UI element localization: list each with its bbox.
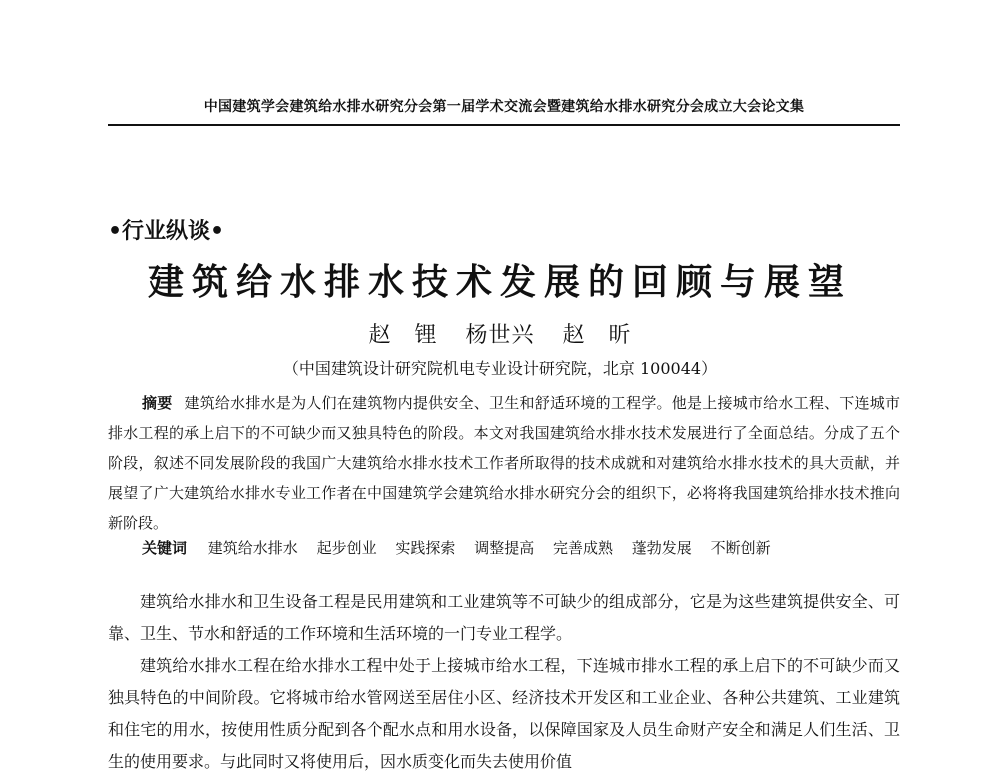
author-name: 杨世兴 [465,323,535,348]
author-name: 赵 锂 [368,323,438,348]
abstract-text: 建筑给水排水是为人们在建筑物内提供安全、卫生和舒适环境的工程学。他是上接城市给水工程、下连城市排水工程的承上启下的不可缺少而又独具特色的阶段。本文对我国建筑给水排水技术发展进行了全面总结。分成了五个阶段，叙述不同发展阶段的我国广大建筑给水排水技术工作者所取得的技术成就和对建筑给水排水技术的具大贡献，并展望了广大建筑给水排水专业工作者在中国建筑学会建筑给水排水研究分会的组织下，必将将我国建筑给排水技术推向新阶段。 [108,394,900,532]
keyword: 不断创新 [710,539,771,557]
keyword: 实践探索 [395,539,456,557]
abstract-label: 摘要 [142,394,173,412]
keyword: 调整提高 [474,539,535,557]
abstract [108,388,900,538]
author-list [0,318,1000,349]
paper-title: 建筑给水排水技术发展的回顾与展望 [147,261,852,303]
affiliation: （中国建筑设计研究院机电专业设计研究院，北京 100044） [282,359,718,378]
body-text [108,586,900,778]
author-name: 赵 昕 [562,323,632,348]
keyword: 蓬勃发展 [631,539,692,557]
column-tag: •行业纵谈• [108,219,225,244]
keyword: 建筑给水排水 [207,539,298,557]
keywords [142,537,902,558]
keywords-label: 关键词 [142,539,188,557]
body-paragraph: 建筑给水排水和卫生设备工程是民用建筑和工业建筑等不可缺少的组成部分，它是为这些建筑提供安全、可靠、卫生、节水和舒适的工作环境和生活环境的一门专业工程学。 [108,592,900,643]
body-paragraph: 建筑给水排水工程在给水排水工程中处于上接城市给水工程，下连城市排水工程的承上启下的不可缺少而又独具特色的中间阶段。它将城市给水管网送至居住小区、经济技术开发区和工业企业、各种公共建筑、工业建筑和住宅的用水，按使用性质分配到各个配水点和用水设备，以保障国家及人员生命财产安全和满足人们生活、卫生的使用要求。与此同时又将使用后，因水质变化而失去使用价值 [108,656,900,771]
keyword: 完善成熟 [552,539,613,557]
keyword: 起步创业 [316,539,377,557]
running-header: 中国建筑学会建筑给水排水研究分会第一届学术交流会暨建筑给水排水研究分会成立大会论文集 [108,96,900,126]
